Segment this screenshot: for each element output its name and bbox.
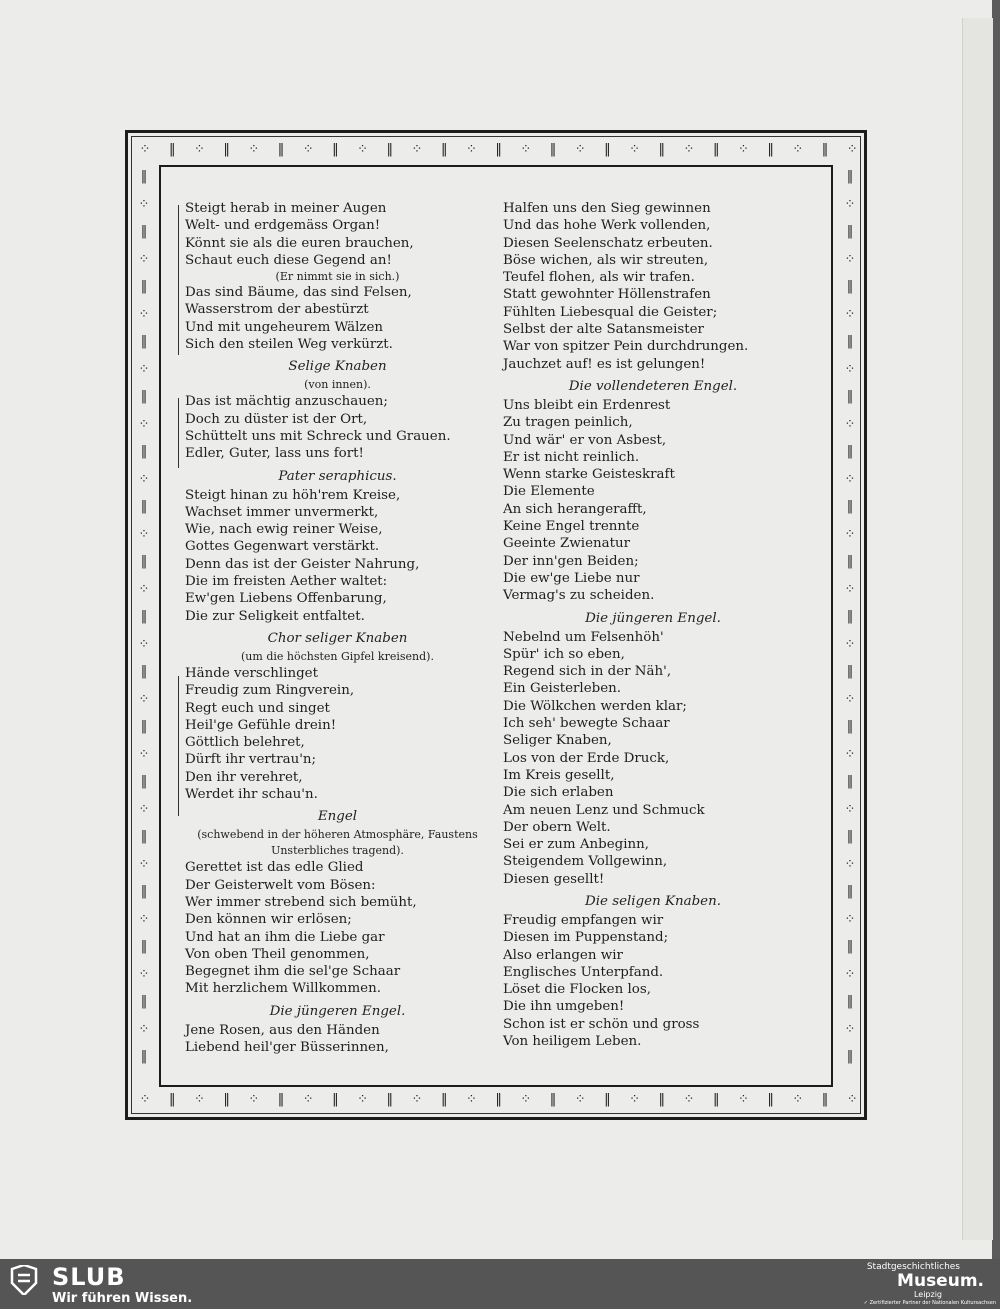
frame-ornament-icon: ⁘ bbox=[846, 1092, 858, 1107]
frame-ornament-icon: ⁘ bbox=[844, 801, 856, 817]
verse-line: Regend sich in der Näh', bbox=[503, 664, 672, 680]
slub-brand[interactable]: SLUB bbox=[52, 1263, 126, 1291]
frame-ornament-icon: ⁘ bbox=[844, 361, 856, 377]
verse-line: Steigt herab in meiner Augen bbox=[185, 201, 387, 216]
speaker-heading: Pater seraphicus. bbox=[278, 468, 397, 484]
frame-ornament-icon: ‖ bbox=[140, 444, 148, 459]
frame-ornament-icon: ‖ bbox=[846, 444, 854, 459]
frame-ornament-icon: ‖ bbox=[846, 279, 854, 294]
frame-ornament-icon: ⁘ bbox=[248, 142, 260, 157]
verse-line: Dürft ihr vertrau'n; bbox=[185, 752, 317, 768]
frame-ornament-icon: ‖ bbox=[846, 334, 854, 349]
frame-ornament-icon: ⁘ bbox=[138, 581, 150, 597]
frame-ornament-icon: ‖ bbox=[140, 609, 148, 624]
speaker-heading: Die jüngeren Engel. bbox=[269, 1003, 406, 1019]
frame-ornament-icon: ‖ bbox=[386, 142, 394, 157]
verse-line: Werdet ihr schau'n. bbox=[185, 787, 318, 803]
frame-ornament-icon: ‖ bbox=[846, 1049, 854, 1064]
frame-ornament-icon: ‖ bbox=[140, 224, 148, 239]
frame-ornament-icon: ⁘ bbox=[139, 142, 151, 157]
frame-ornament-icon: ‖ bbox=[846, 939, 854, 954]
frame-ornament-icon: ⁘ bbox=[846, 142, 858, 157]
frame-ornament-icon: ‖ bbox=[168, 1092, 176, 1107]
frame-ornament-icon: ⁘ bbox=[465, 142, 477, 157]
frame-ornament-icon: ‖ bbox=[440, 142, 448, 157]
frame-ornament-icon: ⁘ bbox=[737, 1092, 749, 1107]
stage-direction: (um die höchsten Gipfel kreisend). bbox=[241, 649, 434, 663]
frame-ornament-icon: ‖ bbox=[846, 774, 854, 789]
frame-ornament-icon: ‖ bbox=[846, 389, 854, 404]
frame-ornament-icon: ⁘ bbox=[138, 801, 150, 817]
slub-tagline: Wir führen Wissen. bbox=[52, 1291, 193, 1306]
verse-line: Los von der Erde Druck, bbox=[503, 750, 670, 766]
frame-ornament-icon: ⁘ bbox=[520, 142, 532, 157]
verse-line: Fühlten Liebesqual die Geister; bbox=[503, 304, 718, 320]
verse-line: Schüttelt uns mit Schreck und Grauen. bbox=[185, 428, 451, 444]
stage-direction: Unsterbliches tragend). bbox=[271, 844, 404, 858]
frame-ornament-icon: ⁘ bbox=[844, 306, 856, 322]
verse-line: Die im freisten Aether waltet: bbox=[185, 574, 388, 590]
frame-ornament-icon: ⁘ bbox=[844, 416, 856, 432]
verse-line: Wer immer strebend sich bemüht, bbox=[185, 894, 417, 910]
verse-line: Englisches Unterpfand. bbox=[503, 964, 664, 980]
frame-ornament-icon: ‖ bbox=[846, 994, 854, 1009]
frame-ornament-icon: ⁘ bbox=[138, 636, 150, 652]
frame-ornament-icon: ‖ bbox=[332, 1092, 339, 1107]
frame-ornament-icon: ‖ bbox=[277, 142, 285, 157]
museum-name[interactable]: Museum. bbox=[897, 1271, 984, 1291]
frame-ornament-icon: ⁘ bbox=[138, 361, 150, 377]
frame-ornament-icon: ⁘ bbox=[193, 142, 205, 157]
frame-ornament-icon: ⁘ bbox=[411, 1092, 423, 1107]
frame-ornament-icon: ⁘ bbox=[844, 856, 856, 872]
verse-line: Uns bleibt ein Erdenrest bbox=[503, 397, 671, 413]
frame-ornament-icon: ⁘ bbox=[138, 251, 150, 267]
frame-ornament-icon: ‖ bbox=[821, 1092, 829, 1107]
verse-line: Hände verschlinget bbox=[185, 665, 318, 681]
verse-line: Und hat an ihm die Liebe gar bbox=[185, 929, 385, 945]
speaker-heading: Die vollendeteren Engel. bbox=[568, 378, 738, 394]
frame-ornament-icon: ‖ bbox=[495, 1092, 502, 1107]
verse-line: Selbst der alte Satansmeister bbox=[503, 322, 704, 338]
verse-line: Die ihn umgeben! bbox=[503, 999, 625, 1015]
verse-line: Jauchzet auf! es ist gelungen! bbox=[503, 356, 706, 372]
frame-ornament-icon: ⁘ bbox=[844, 691, 856, 707]
museum-note: ✓ Zertifizierter Partner der Nationalen Kultursachsen bbox=[863, 1300, 996, 1306]
frame-ornament-icon: ‖ bbox=[140, 334, 148, 349]
frame-ornament-icon: ‖ bbox=[140, 279, 148, 294]
frame-ornament-icon: ‖ bbox=[846, 499, 854, 514]
verse-line: Schon ist er schön und gross bbox=[503, 1016, 700, 1032]
verse-line: Freudig empfangen wir bbox=[503, 912, 664, 928]
frame-ornament-icon: ‖ bbox=[604, 1092, 611, 1107]
frame-ornament-icon: ⁘ bbox=[792, 142, 804, 157]
verse-line: Halfen uns den Sieg gewinnen bbox=[503, 201, 711, 216]
frame-ornament-icon: ⁘ bbox=[248, 1092, 260, 1107]
verse-line: Ich seh' bewegte Schaar bbox=[503, 716, 670, 732]
verse-line: Wasserstrom der abestürzt bbox=[185, 302, 369, 318]
frame-ornament-icon: ‖ bbox=[140, 939, 148, 954]
frame-ornament-icon: ‖ bbox=[846, 169, 854, 184]
verse-line: Der Geisterwelt vom Bösen: bbox=[185, 877, 376, 893]
frame-ornament-icon: ‖ bbox=[712, 1092, 720, 1107]
bracket-line bbox=[178, 676, 185, 816]
verse-line: Edler, Guter, lass uns fort! bbox=[185, 446, 364, 462]
frame-ornament-icon: ‖ bbox=[658, 1092, 666, 1107]
frame-ornament-icon: ‖ bbox=[712, 142, 720, 157]
verse-line: Böse wichen, als wir streuten, bbox=[503, 252, 709, 268]
verse-line: Löset die Flocken los, bbox=[503, 982, 651, 998]
verse-line: Von oben Theil genommen, bbox=[185, 946, 370, 962]
frame-ornament-icon: ⁘ bbox=[357, 1092, 369, 1107]
left-text-column bbox=[185, 200, 490, 1056]
frame-ornament-icon: ⁘ bbox=[844, 911, 856, 927]
verse-line: Zu tragen peinlich, bbox=[503, 415, 633, 431]
frame-ornament-icon: ⁘ bbox=[683, 1092, 695, 1107]
frame-ornament-icon: ⁘ bbox=[844, 196, 856, 212]
frame-ornament-icon: ‖ bbox=[846, 609, 854, 624]
verse-line: Jene Rosen, aus den Händen bbox=[185, 1022, 380, 1038]
verse-line: Begegnet ihm die sel'ge Schaar bbox=[185, 964, 401, 980]
frame-ornament-icon: ‖ bbox=[140, 664, 148, 679]
frame-ornament-icon: ‖ bbox=[495, 142, 502, 157]
stage-direction: (Er nimmt sie in sich.) bbox=[275, 270, 400, 284]
frame-ornament-icon: ‖ bbox=[846, 719, 854, 734]
verse-line: Die zur Seligkeit entfaltet. bbox=[185, 608, 365, 624]
frame-ornament-icon: ⁘ bbox=[737, 142, 749, 157]
bracket-line bbox=[178, 205, 185, 355]
speaker-heading: Die jüngeren Engel. bbox=[585, 610, 721, 626]
verse-line: Göttlich belehret, bbox=[185, 735, 305, 751]
verse-line: Und mit ungeheurem Wälzen bbox=[185, 319, 384, 335]
frame-ornament-icon: ⁘ bbox=[302, 142, 314, 157]
museum-city: Leipzig bbox=[913, 1290, 942, 1299]
verse-line: Diesen im Puppenstand; bbox=[503, 930, 669, 946]
frame-ornament-icon: ‖ bbox=[277, 1092, 285, 1107]
verse-line: Heil'ge Gefühle drein! bbox=[185, 717, 337, 733]
speaker-heading: Selige Knaben bbox=[288, 359, 387, 375]
verse-line: Von heiligem Leben. bbox=[503, 1034, 642, 1050]
verse-line: Gerettet ist das edle Glied bbox=[185, 860, 364, 876]
frame-ornament-icon: ⁘ bbox=[520, 1092, 532, 1107]
frame-ornament-icon: ‖ bbox=[846, 829, 854, 844]
verse-line: Ein Geisterleben. bbox=[503, 681, 622, 697]
frame-ornament-icon: ‖ bbox=[846, 224, 854, 239]
frame-ornament-icon: ⁘ bbox=[138, 1021, 150, 1037]
frame-ornament-icon: ‖ bbox=[223, 1092, 230, 1107]
verse-line: Vermag's zu scheiden. bbox=[503, 588, 655, 604]
stage-direction: (von innen). bbox=[304, 378, 371, 392]
frame-ornament-icon: ⁘ bbox=[357, 142, 369, 157]
frame-ornament-icon: ‖ bbox=[658, 142, 666, 157]
verse-line: Den können wir erlösen; bbox=[185, 912, 352, 928]
verse-line: Der inn'gen Beiden; bbox=[503, 553, 639, 569]
frame-ornament-icon: ‖ bbox=[846, 884, 854, 899]
verse-line: Der obern Welt. bbox=[503, 819, 611, 835]
frame-ornament-icon: ‖ bbox=[140, 169, 148, 184]
frame-ornament-icon: ⁘ bbox=[629, 1092, 641, 1107]
verse-line: Spür' ich so eben, bbox=[503, 646, 625, 662]
frame-ornament-icon: ⁘ bbox=[844, 526, 856, 542]
verse-line: Mit herzlichem Willkommen. bbox=[185, 981, 381, 997]
frame-ornament-icon: ⁘ bbox=[465, 1092, 477, 1107]
frame-ornament-icon: ‖ bbox=[140, 1049, 148, 1064]
verse-line: Wenn starke Geisteskraft bbox=[503, 467, 675, 483]
frame-ornament-icon: ⁘ bbox=[138, 526, 150, 542]
frame-ornament-icon: ⁘ bbox=[411, 142, 423, 157]
right-text-column bbox=[503, 200, 803, 1050]
frame-ornament-icon: ⁘ bbox=[138, 196, 150, 212]
verse-line: Also erlangen wir bbox=[503, 947, 623, 963]
verse-line: Das sind Bäume, das sind Felsen, bbox=[185, 285, 412, 301]
frame-ornament-icon: ⁘ bbox=[138, 471, 150, 487]
verse-line: Wachset immer unvermerkt, bbox=[185, 504, 379, 520]
stage-direction: (schwebend in der höheren Atmosphäre, Faustens bbox=[197, 828, 478, 842]
frame-ornament-icon: ‖ bbox=[140, 774, 148, 789]
verse-line: Denn das ist der Geister Nahrung, bbox=[185, 556, 420, 572]
frame-ornament-icon: ⁘ bbox=[844, 471, 856, 487]
frame-ornament-icon: ⁘ bbox=[574, 142, 586, 157]
verse-line: Die sich erlaben bbox=[503, 785, 614, 801]
verse-line: Ew'gen Liebens Offenbarung, bbox=[185, 591, 387, 607]
verse-line: Steigt hinan zu höh'rem Kreise, bbox=[185, 487, 401, 503]
verse-line: Keine Engel trennte bbox=[503, 519, 640, 535]
verse-line: Und wär' er von Asbest, bbox=[503, 432, 667, 448]
verse-line: Könnt sie als die euren brauchen, bbox=[185, 235, 414, 251]
frame-ornament-icon: ⁘ bbox=[138, 306, 150, 322]
speaker-heading: Die seligen Knaben. bbox=[585, 893, 721, 909]
frame-ornament-icon: ‖ bbox=[140, 554, 148, 569]
frame-ornament-icon: ⁘ bbox=[138, 966, 150, 982]
verse-line: Das ist mächtig anzuschauen; bbox=[185, 394, 388, 410]
frame-ornament-icon: ‖ bbox=[386, 1092, 394, 1107]
verse-line: Freudig zum Ringverein, bbox=[185, 683, 355, 699]
verse-line: Den ihr verehret, bbox=[185, 769, 303, 785]
adjacent-page-edge bbox=[962, 18, 993, 1240]
verse-line: Am neuen Lenz und Schmuck bbox=[503, 802, 705, 818]
frame-ornament-icon: ‖ bbox=[140, 499, 148, 514]
verse-line: Regt euch und singet bbox=[185, 700, 330, 716]
speaker-heading: Chor seliger Knaben bbox=[267, 630, 408, 646]
frame-ornament-icon: ‖ bbox=[767, 142, 774, 157]
frame-ornament-icon: ⁘ bbox=[302, 1092, 314, 1107]
verse-line: Im Kreis gesellt, bbox=[503, 767, 615, 783]
frame-ornament-icon: ‖ bbox=[767, 1092, 774, 1107]
verse-line: Sich den steilen Weg verkürzt. bbox=[185, 337, 393, 353]
verse-line: Nebelnd um Felsenhöh' bbox=[503, 629, 664, 645]
frame-ornament-icon: ⁘ bbox=[792, 1092, 804, 1107]
speaker-heading: Engel bbox=[317, 809, 358, 825]
frame-ornament-icon: ⁘ bbox=[844, 251, 856, 267]
frame-ornament-icon: ‖ bbox=[549, 142, 557, 157]
verse-line: Welt- und erdgemäss Organ! bbox=[185, 218, 381, 234]
frame-ornament-icon: ⁘ bbox=[138, 691, 150, 707]
frame-ornament-icon: ‖ bbox=[440, 1092, 448, 1107]
museum-prefix: Stadtgeschichtliches bbox=[866, 1262, 960, 1272]
verse-line: Die Wölkchen werden klar; bbox=[503, 698, 687, 714]
frame-ornament-icon: ‖ bbox=[549, 1092, 557, 1107]
verse-line: Diesen gesellt! bbox=[503, 871, 605, 887]
frame-ornament-icon: ‖ bbox=[168, 142, 176, 157]
frame-ornament-icon: ⁘ bbox=[138, 856, 150, 872]
frame-ornament-icon: ⁘ bbox=[138, 911, 150, 927]
frame-ornament-icon: ⁘ bbox=[574, 1092, 586, 1107]
verse-line: Wie, nach ewig reiner Weise, bbox=[185, 522, 383, 538]
frame-ornament-icon: ⁘ bbox=[844, 1021, 856, 1037]
verse-line: Statt gewohnter Höllenstrafen bbox=[503, 287, 711, 303]
verse-line: Schaut euch diese Gegend an! bbox=[185, 252, 392, 268]
frame-ornament-icon: ‖ bbox=[846, 664, 854, 679]
frame-ornament-icon: ⁘ bbox=[844, 966, 856, 982]
verse-line: Und das hohe Werk vollenden, bbox=[503, 218, 711, 234]
verse-line: Sei er zum Anbeginn, bbox=[503, 837, 650, 853]
verse-line: Die ew'ge Liebe nur bbox=[503, 570, 640, 586]
frame-ornament-icon: ⁘ bbox=[844, 581, 856, 597]
frame-ornament-icon: ‖ bbox=[140, 829, 148, 844]
verse-line: Liebend heil'ger Büsserinnen, bbox=[185, 1039, 389, 1055]
verse-line: An sich herangerafft, bbox=[503, 501, 647, 517]
frame-ornament-icon: ‖ bbox=[140, 389, 148, 404]
verse-line: War von spitzer Pein durchdrungen. bbox=[503, 339, 749, 355]
verse-line: Er ist nicht reinlich. bbox=[503, 449, 640, 465]
bracket-line bbox=[178, 398, 185, 468]
verse-line: Gottes Gegenwart verstärkt. bbox=[185, 539, 380, 555]
verse-line: Die Elemente bbox=[503, 484, 595, 500]
frame-ornament-icon: ⁘ bbox=[844, 746, 856, 762]
footer-bar bbox=[0, 1259, 1000, 1309]
frame-ornament-icon: ⁘ bbox=[193, 1092, 205, 1107]
verse-line: Doch zu düster ist der Ort, bbox=[185, 411, 368, 427]
frame-ornament-icon: ‖ bbox=[332, 142, 339, 157]
frame-ornament-icon: ‖ bbox=[846, 554, 854, 569]
frame-ornament-icon: ‖ bbox=[223, 142, 230, 157]
verse-line: Teufel flohen, als wir trafen. bbox=[503, 270, 695, 286]
verse-line: Steigendem Vollgewinn, bbox=[503, 854, 668, 870]
frame-ornament-icon: ⁘ bbox=[844, 636, 856, 652]
frame-ornament-icon: ⁘ bbox=[138, 416, 150, 432]
frame-ornament-icon: ‖ bbox=[604, 142, 611, 157]
frame-ornament-icon: ‖ bbox=[821, 142, 829, 157]
slub-logo-icon bbox=[10, 1265, 38, 1295]
verse-line: Geeinte Zwienatur bbox=[503, 536, 631, 552]
verse-line: Seliger Knaben, bbox=[503, 733, 612, 749]
frame-ornament-icon: ‖ bbox=[140, 719, 148, 734]
frame-ornament-icon: ‖ bbox=[140, 884, 148, 899]
verse-line: Diesen Seelenschatz erbeuten. bbox=[503, 235, 713, 251]
frame-ornament-icon: ⁘ bbox=[138, 746, 150, 762]
frame-ornament-icon: ⁘ bbox=[629, 142, 641, 157]
frame-ornament-icon: ⁘ bbox=[683, 142, 695, 157]
frame-ornament-icon: ⁘ bbox=[139, 1092, 151, 1107]
frame-ornament-icon: ‖ bbox=[140, 994, 148, 1009]
